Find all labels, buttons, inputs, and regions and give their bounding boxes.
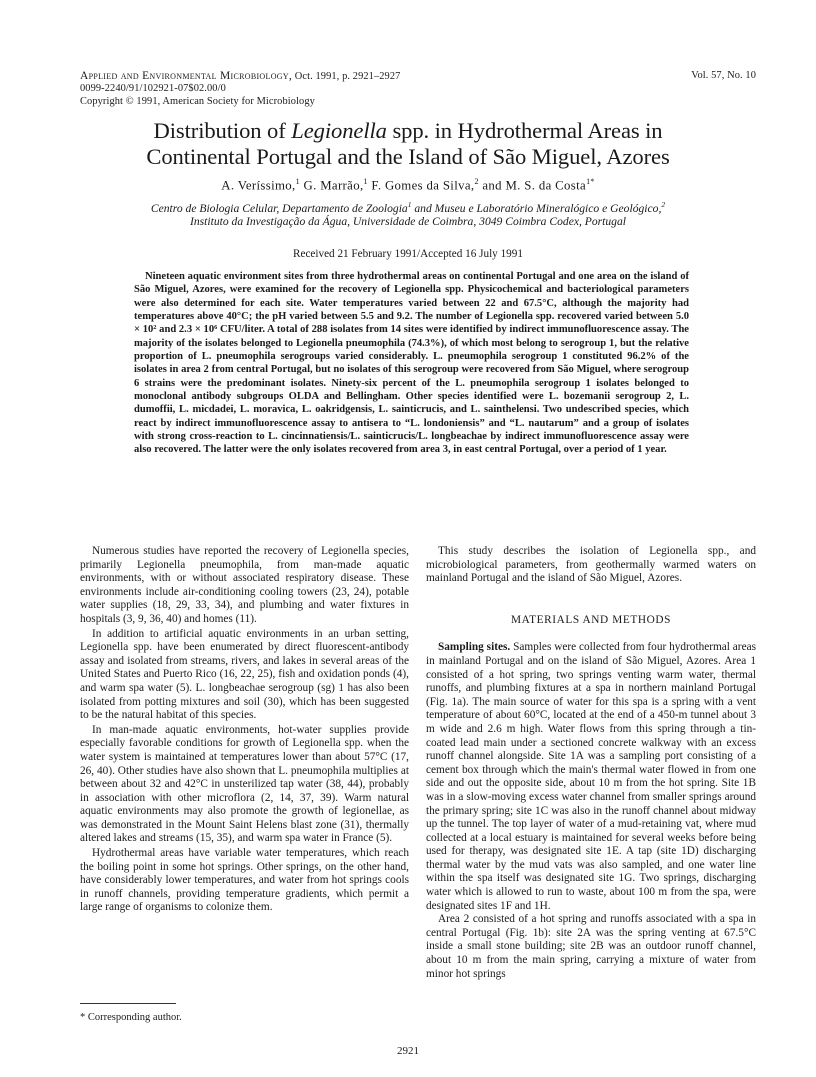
affiliation-text-2: Instituto da Investigação da Água, Universidade de Coimbra, 3049 Coimbra Codex, Portugal — [189, 215, 627, 229]
affiliation-mark: 2 — [661, 200, 666, 209]
author: A. Veríssimo, — [221, 178, 296, 193]
affiliation-mark: 1 — [407, 200, 412, 209]
title-line-2: Continental Portugal and the Island of São Miguel, Azores — [146, 144, 670, 169]
copyright-line: Copyright © 1991, American Society for Microbiology — [80, 96, 315, 107]
title-text: Distribution of — [153, 118, 292, 143]
paragraph: In man-made aquatic environments, hot-water supplies provide especially favorable conditions for growth of Legionella spp. when the water system is maintained at temperatures lower than about 57°C (17, 26, 40). Other studies have also shown that L. pneumophila multiplies at between about 32 and 42°C in unsterilized tap water (38, 44), probably in association with other microflora (2, 14, 37, 39). Warm natural aquatic environments may also promote the growth of legionellae, as was demonstrated in the Mount Saint Helens blast zone (31), thermally altered lakes and streams (15, 35), and warm spa water in France (5). — [80, 723, 409, 845]
citation: Oct. 1991, p. 2921–2927 — [292, 71, 401, 82]
paragraph: Numerous studies have reported the recovery of Legionella species, primarily Legionella pneumophila, from man-made aquatic environments, with or without associated respiratory disease. These environments include air-conditioning cooling towers (23, 24), potable water supplies (18, 29, 33, 34), and plumbing and water fixtures in hospitals (3, 9, 36, 40) and homes (11). — [80, 545, 409, 625]
affiliation-text: Centro de Biologia Celular, Departamento de Zoologia — [150, 201, 408, 215]
author-affil-mark: 1 — [363, 177, 368, 186]
affiliation-text: and Museu e Laboratório Mineralógico e Geológico, — [411, 201, 662, 215]
received-dates: Received 21 February 1991/Accepted 16 July 1991 — [293, 248, 523, 260]
right-column — [426, 545, 756, 981]
paragraph: Area 2 consisted of a hot spring and runoffs associated with a spa in central Portugal (Fig. 1b): site 2A was the spring venting at 67.5°C inside a small stone building; site 2B was an outdoor runoff channel, about 10 m from the main spring, carrying a mixture of water from minor hot springs — [426, 913, 756, 980]
title-text-2: spp. in Hydrothermal Areas in — [386, 118, 663, 143]
footnote-rule — [80, 1003, 176, 1004]
footnote: * Corresponding author. — [80, 1012, 182, 1023]
run-in-heading: Sampling sites. — [438, 641, 511, 654]
abstract: Nineteen aquatic environment sites from three hydrothermal areas on continental Portugal and one area on the island of São Miguel, Azores, were examined for the recovery of Legionella spp. Physicochemical and bacteriological parameters were also determined for each site. Water temperatures varied between 22 and 67.5°C, although the majority had temperatures above 40°C; the pH varied between 5.5 and 9.2. The number of Legionella spp. recovered varied between 5.0 × 10² and 2.3 × 10⁶ CFU/liter. A total of 288 isolates from 14 sites were identified by indirect immunofluorescence assay. The majority of the isolates belonged to Legionella pneumophila (74.3%), of which most belong to serogroup 1, but the relative proportion of L. pneumophila serogroups varied considerably. L. pneumophila serogroup 1 constituted 96.2% of the isolates in area 2 from central Portugal, but no isolates of this serogroup were recovered from São Miguel, where serogroup 6 strains were the predominant isolates. Ninety-six percent of the L. pneumophila serogroup 1 isolates belonged to monoclonal antibody subgroups OLDA and Bellingham. Other species identified were L. bozemanii serogroup 2, L. dumoffii, L. micdadei, L. moravica, L. oakridgensis, L. sainticrucis, and L. sainthelensi. Two undescribed species, which react by indirect immunofluorescence assay to antisera to “L. londoniensis” and “L. nautarum” and a group of isolates with strong cross-reaction to L. cincinnatiensis/L. sainticrucis/L. longbeachae by indirect immunofluorescence assay were also recovered. The latter were the only isolates recovered from area 3, in east central Portugal, over a period of 1 year. — [134, 271, 689, 456]
author-list — [60, 177, 756, 193]
left-column — [80, 545, 409, 915]
section-heading: MATERIALS AND METHODS — [510, 613, 672, 626]
running-header — [80, 70, 400, 84]
paragraph: This study describes the isolation of Legionella spp., and microbiological parameters, from geothermally warmed waters on mainland Portugal and the island of São Miguel, Azores. — [426, 545, 756, 585]
paragraph — [426, 641, 756, 913]
paragraph: In addition to artificial aquatic environments in an urban setting, Legionella spp. have been enumerated by direct fluorescent-antibody assay and isolated from streams, rivers, and lakes in several areas of the United States and Puerto Rico (16, 22, 25), fish and oxidation ponds (4), and warm spa water (5). L. longbeachae serogroup (sg) 1 has also been isolated from potting mixtures and soil (30), which has been suggested to be the natural habitat of this species. — [80, 627, 409, 722]
paragraph: Hydrothermal areas have variable water temperatures, which reach the boiling point in some hot springs. Other springs, on the other hand, have considerably lower temperatures, and water from hot springs cools in runoff channels, providing temperature gradients, which permit a large range of organisms to colonize them. — [80, 847, 409, 914]
journal-name: Applied and Environmental Microbiology, — [80, 70, 293, 82]
article-title — [60, 118, 756, 170]
author: G. Marrão, — [299, 178, 364, 193]
author-affil-mark: 1 — [295, 177, 300, 186]
paragraph-text: Samples were collected from four hydrothermal areas in mainland Portugal and on the island of São Miguel, Azores. Area 1 consisted of a hot spring, two springs venting warm water, thermal runoffs, and plumbing fixtures at a spa in northern mainland Portugal (Fig. 1a). The main source of water for this spa is a spring with a vent temperature of about 60°C, located at the end of a 450-m tunnel about 3 m wide and 2.6 m high. Water flows from this spring through a tin-coated lead main under a sectioned concrete walkway with an excess runoff channel alongside. Site 1A was a sampling port consisting of a cement box through which the main's thermal water flowed in from one side and out the opposite side, about 10 m from the hot spring. Site 1B was in a slow-moving excess water channel from smaller springs around the primary spring; site 1C was also in the runoff channel about midway up the tunnel. The top layer of water of a mud-retaining vat, where mud collected at a local estuary is maintained for several weeks before being used for therapy, was designated site 1E. A tap (site 1D) discharging thermal water by the mud vats was also sampled, and one water line within the spa itself was designated site 1G. Two springs, discharging water which is allowed to run to waste, about 100 m from the spa, were designated sites 1F and 1H. — [426, 641, 756, 912]
author: F. Gomes da Silva, — [367, 178, 475, 193]
volume-issue: Vol. 57, No. 10 — [691, 70, 756, 81]
author-affil-mark: 1* — [586, 177, 595, 186]
affiliation — [60, 198, 756, 229]
author: and M. S. da Costa — [478, 178, 587, 193]
page-number: 2921 — [397, 1045, 419, 1057]
issn-line: 0099-2240/91/102921-07$02.00/0 — [80, 83, 226, 94]
title-genus: Legionella — [291, 118, 387, 143]
author-affil-mark: 2 — [474, 177, 479, 186]
